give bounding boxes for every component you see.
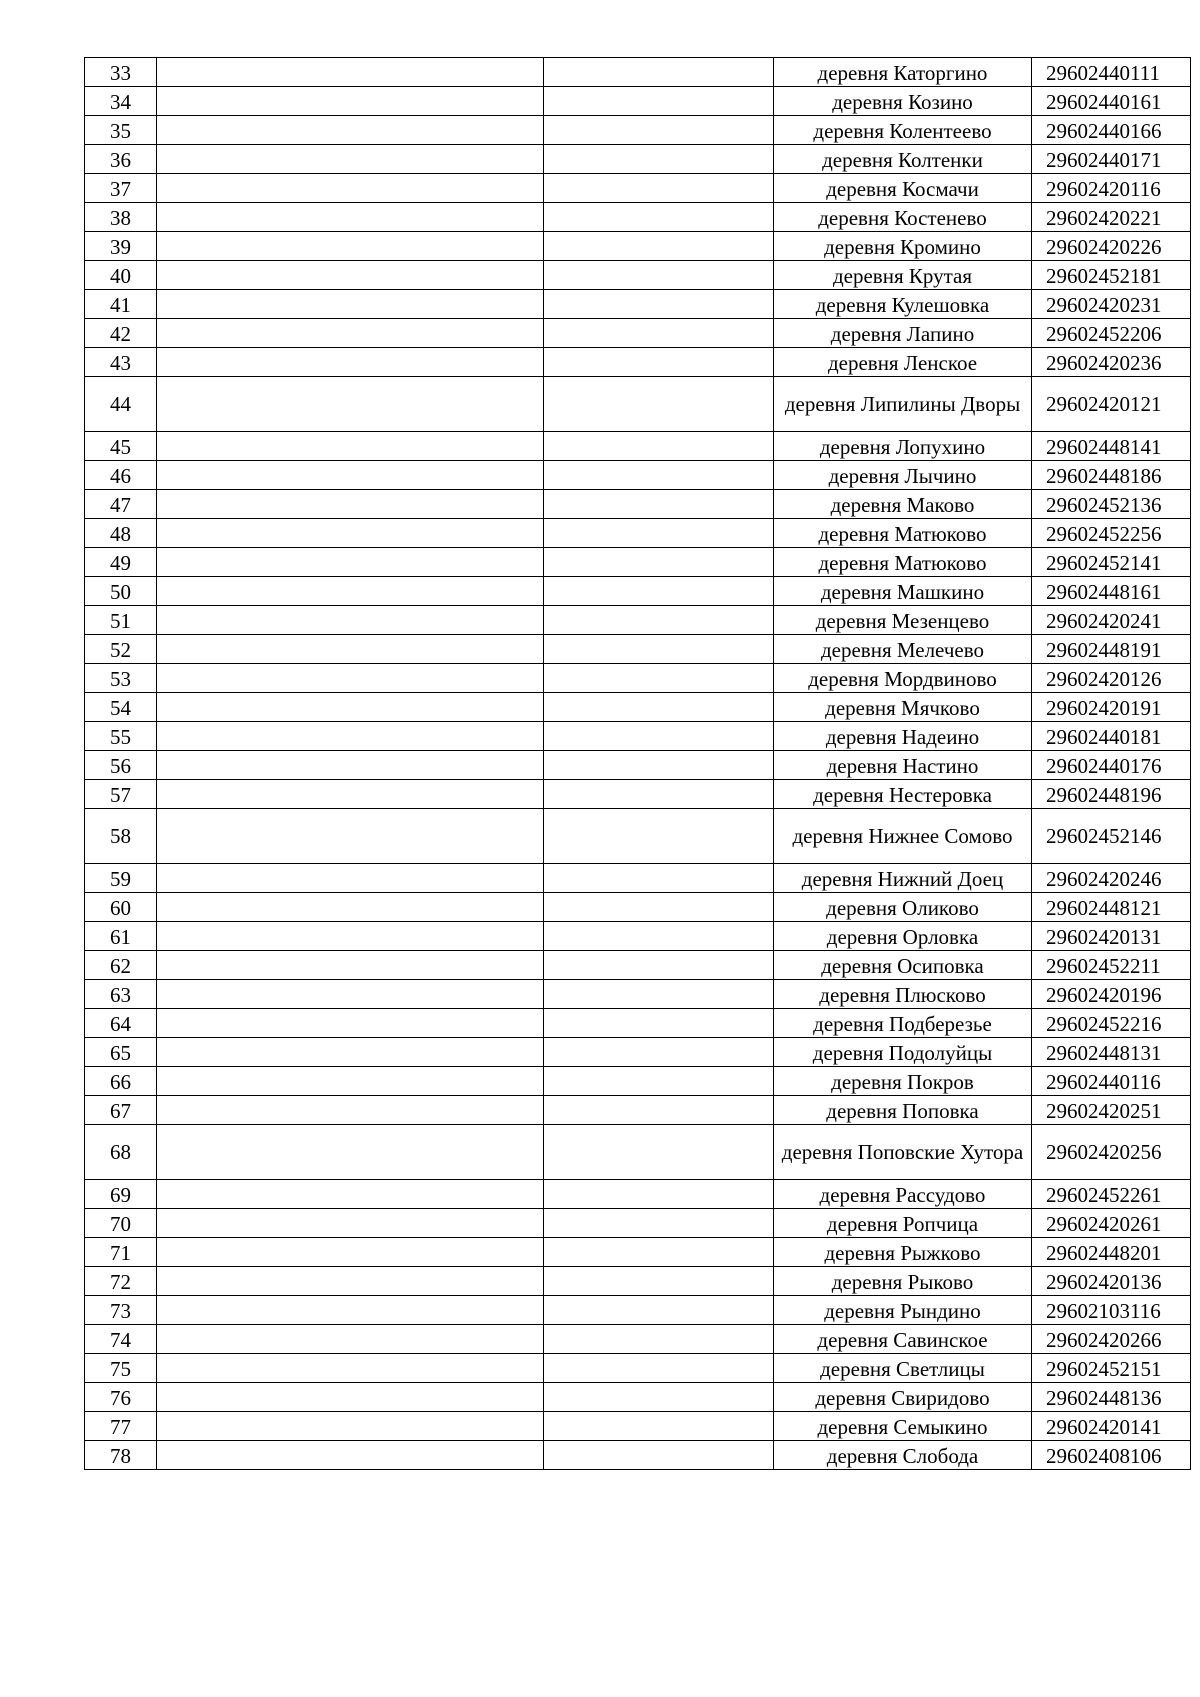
- row-number-cell: 64: [85, 1009, 157, 1038]
- row-number-cell: 33: [85, 58, 157, 87]
- empty-municipality-cell: [157, 1125, 544, 1180]
- table-row: [85, 606, 1191, 635]
- locality-name-cell: деревня Лопухино: [774, 432, 1032, 461]
- table-row: [85, 87, 1191, 116]
- empty-settlement-cell: [544, 1325, 774, 1354]
- table-row: [85, 203, 1191, 232]
- empty-settlement-cell: [544, 1441, 774, 1470]
- oktmo-code-cell: 29602452146: [1032, 809, 1191, 864]
- oktmo-code-cell: 29602452136: [1032, 490, 1191, 519]
- oktmo-code-cell: 29602448131: [1032, 1038, 1191, 1067]
- table-row: [85, 548, 1191, 577]
- empty-municipality-cell: [157, 1038, 544, 1067]
- locality-name-cell: деревня Плюсково: [774, 980, 1032, 1009]
- empty-settlement-cell: [544, 377, 774, 432]
- locality-name-cell: деревня Липилины Дворы: [774, 377, 1032, 432]
- oktmo-code-cell: 29602448201: [1032, 1238, 1191, 1267]
- locality-name-cell: деревня Ропчица: [774, 1209, 1032, 1238]
- empty-settlement-cell: [544, 319, 774, 348]
- oktmo-code-cell: 29602420251: [1032, 1096, 1191, 1125]
- oktmo-code-cell: 29602440166: [1032, 116, 1191, 145]
- empty-settlement-cell: [544, 1038, 774, 1067]
- row-number-cell: 39: [85, 232, 157, 261]
- empty-settlement-cell: [544, 809, 774, 864]
- empty-municipality-cell: [157, 1325, 544, 1354]
- locality-name-cell: деревня Слобода: [774, 1441, 1032, 1470]
- empty-municipality-cell: [157, 490, 544, 519]
- row-number-cell: 70: [85, 1209, 157, 1238]
- oktmo-code-cell: 29602420226: [1032, 232, 1191, 261]
- oktmo-code-cell: 29602420116: [1032, 174, 1191, 203]
- empty-settlement-cell: [544, 635, 774, 664]
- empty-municipality-cell: [157, 548, 544, 577]
- row-number-cell: 62: [85, 951, 157, 980]
- empty-settlement-cell: [544, 951, 774, 980]
- empty-municipality-cell: [157, 951, 544, 980]
- oktmo-code-cell: 29602420261: [1032, 1209, 1191, 1238]
- oktmo-code-cell: 29602420246: [1032, 864, 1191, 893]
- table-row: [85, 519, 1191, 548]
- empty-municipality-cell: [157, 1238, 544, 1267]
- table-row: [85, 1238, 1191, 1267]
- oktmo-code-cell: 29602420136: [1032, 1267, 1191, 1296]
- empty-settlement-cell: [544, 980, 774, 1009]
- row-number-cell: 49: [85, 548, 157, 577]
- empty-municipality-cell: [157, 432, 544, 461]
- locality-name-cell: деревня Семыкино: [774, 1412, 1032, 1441]
- locality-name-cell: деревня Надеино: [774, 722, 1032, 751]
- locality-name-cell: деревня Подберезье: [774, 1009, 1032, 1038]
- table-row: [85, 1038, 1191, 1067]
- locality-name-cell: деревня Кромино: [774, 232, 1032, 261]
- empty-municipality-cell: [157, 145, 544, 174]
- table-row: [85, 1296, 1191, 1325]
- row-number-cell: 47: [85, 490, 157, 519]
- empty-municipality-cell: [157, 261, 544, 290]
- table-row: [85, 780, 1191, 809]
- empty-settlement-cell: [544, 751, 774, 780]
- table-body: [85, 58, 1191, 1470]
- empty-municipality-cell: [157, 635, 544, 664]
- locality-name-cell: деревня Рындино: [774, 1296, 1032, 1325]
- oktmo-code-cell: 29602452206: [1032, 319, 1191, 348]
- locality-name-cell: деревня Поповка: [774, 1096, 1032, 1125]
- table-row: [85, 432, 1191, 461]
- empty-municipality-cell: [157, 232, 544, 261]
- table-row: [85, 577, 1191, 606]
- table-row: [85, 232, 1191, 261]
- oktmo-code-cell: 29602452261: [1032, 1180, 1191, 1209]
- locality-name-cell: деревня Нижнее Сомово: [774, 809, 1032, 864]
- row-number-cell: 50: [85, 577, 157, 606]
- oktmo-code-cell: 29602420221: [1032, 203, 1191, 232]
- table-row: [85, 1180, 1191, 1209]
- empty-municipality-cell: [157, 577, 544, 606]
- oktmo-code-cell: 29602452141: [1032, 548, 1191, 577]
- oktmo-code-cell: 29602440111: [1032, 58, 1191, 87]
- empty-municipality-cell: [157, 377, 544, 432]
- table-row: [85, 174, 1191, 203]
- empty-municipality-cell: [157, 693, 544, 722]
- table-row: [85, 1067, 1191, 1096]
- empty-municipality-cell: [157, 1009, 544, 1038]
- row-number-cell: 53: [85, 664, 157, 693]
- table-row: [85, 58, 1191, 87]
- empty-settlement-cell: [544, 922, 774, 951]
- empty-settlement-cell: [544, 1238, 774, 1267]
- row-number-cell: 78: [85, 1441, 157, 1470]
- empty-municipality-cell: [157, 87, 544, 116]
- empty-municipality-cell: [157, 58, 544, 87]
- row-number-cell: 63: [85, 980, 157, 1009]
- locality-name-cell: деревня Крутая: [774, 261, 1032, 290]
- oktmo-code-cell: 29602420231: [1032, 290, 1191, 319]
- row-number-cell: 57: [85, 780, 157, 809]
- oktmo-code-cell: 29602452256: [1032, 519, 1191, 548]
- empty-settlement-cell: [544, 548, 774, 577]
- empty-settlement-cell: [544, 348, 774, 377]
- empty-municipality-cell: [157, 519, 544, 548]
- table-row: [85, 1441, 1191, 1470]
- table-row: [85, 490, 1191, 519]
- row-number-cell: 61: [85, 922, 157, 951]
- locality-name-cell: деревня Мезенцево: [774, 606, 1032, 635]
- row-number-cell: 40: [85, 261, 157, 290]
- empty-municipality-cell: [157, 290, 544, 319]
- empty-settlement-cell: [544, 693, 774, 722]
- empty-settlement-cell: [544, 116, 774, 145]
- table-row: [85, 1383, 1191, 1412]
- empty-settlement-cell: [544, 519, 774, 548]
- row-number-cell: 52: [85, 635, 157, 664]
- empty-settlement-cell: [544, 174, 774, 203]
- empty-municipality-cell: [157, 893, 544, 922]
- locality-name-cell: деревня Машкино: [774, 577, 1032, 606]
- row-number-cell: 67: [85, 1096, 157, 1125]
- oktmo-code-cell: 29602440171: [1032, 145, 1191, 174]
- table-row: [85, 1354, 1191, 1383]
- empty-municipality-cell: [157, 1383, 544, 1412]
- empty-municipality-cell: [157, 722, 544, 751]
- oktmo-code-cell: 29602440161: [1032, 87, 1191, 116]
- oktmo-code-cell: 29602448121: [1032, 893, 1191, 922]
- table-row: [85, 461, 1191, 490]
- locality-name-cell: деревня Настино: [774, 751, 1032, 780]
- locality-name-cell: деревня Лычино: [774, 461, 1032, 490]
- locality-name-cell: деревня Маково: [774, 490, 1032, 519]
- table-row: [85, 1125, 1191, 1180]
- locality-name-cell: деревня Оликово: [774, 893, 1032, 922]
- table-row: [85, 1096, 1191, 1125]
- empty-settlement-cell: [544, 1209, 774, 1238]
- empty-settlement-cell: [544, 577, 774, 606]
- oktmo-code-cell: 29602452216: [1032, 1009, 1191, 1038]
- oktmo-code-cell: 29602420236: [1032, 348, 1191, 377]
- row-number-cell: 36: [85, 145, 157, 174]
- locality-name-cell: деревня Каторгино: [774, 58, 1032, 87]
- empty-settlement-cell: [544, 1096, 774, 1125]
- locality-name-cell: деревня Мячково: [774, 693, 1032, 722]
- table-row: [85, 116, 1191, 145]
- oktmo-code-cell: 29602448196: [1032, 780, 1191, 809]
- locality-name-cell: деревня Свиридово: [774, 1383, 1032, 1412]
- locality-name-cell: деревня Лапино: [774, 319, 1032, 348]
- locality-name-cell: деревня Ленское: [774, 348, 1032, 377]
- empty-municipality-cell: [157, 1441, 544, 1470]
- row-number-cell: 43: [85, 348, 157, 377]
- row-number-cell: 58: [85, 809, 157, 864]
- row-number-cell: 73: [85, 1296, 157, 1325]
- table-row: [85, 1325, 1191, 1354]
- empty-municipality-cell: [157, 1180, 544, 1209]
- empty-settlement-cell: [544, 1296, 774, 1325]
- row-number-cell: 41: [85, 290, 157, 319]
- empty-municipality-cell: [157, 461, 544, 490]
- table-row: [85, 809, 1191, 864]
- row-number-cell: 34: [85, 87, 157, 116]
- empty-settlement-cell: [544, 1009, 774, 1038]
- empty-settlement-cell: [544, 606, 774, 635]
- row-number-cell: 72: [85, 1267, 157, 1296]
- table-row: [85, 864, 1191, 893]
- table-row: [85, 1412, 1191, 1441]
- row-number-cell: 71: [85, 1238, 157, 1267]
- oktmo-code-cell: 29602420256: [1032, 1125, 1191, 1180]
- row-number-cell: 74: [85, 1325, 157, 1354]
- locality-name-cell: деревня Покров: [774, 1067, 1032, 1096]
- table-row: [85, 693, 1191, 722]
- row-number-cell: 65: [85, 1038, 157, 1067]
- empty-settlement-cell: [544, 145, 774, 174]
- row-number-cell: 37: [85, 174, 157, 203]
- empty-municipality-cell: [157, 203, 544, 232]
- locality-name-cell: деревня Космачи: [774, 174, 1032, 203]
- empty-settlement-cell: [544, 1383, 774, 1412]
- row-number-cell: 46: [85, 461, 157, 490]
- locality-name-cell: деревня Колентеево: [774, 116, 1032, 145]
- locality-name-cell: деревня Костенево: [774, 203, 1032, 232]
- locality-name-cell: деревня Кулешовка: [774, 290, 1032, 319]
- settlements-table: [84, 57, 1191, 1470]
- table-row: [85, 348, 1191, 377]
- oktmo-code-cell: 29602420141: [1032, 1412, 1191, 1441]
- oktmo-code-cell: 29602448161: [1032, 577, 1191, 606]
- table-row: [85, 377, 1191, 432]
- row-number-cell: 54: [85, 693, 157, 722]
- empty-municipality-cell: [157, 319, 544, 348]
- row-number-cell: 44: [85, 377, 157, 432]
- empty-settlement-cell: [544, 1412, 774, 1441]
- row-number-cell: 68: [85, 1125, 157, 1180]
- oktmo-code-cell: 29602420126: [1032, 664, 1191, 693]
- oktmo-code-cell: 29602420241: [1032, 606, 1191, 635]
- locality-name-cell: деревня Козино: [774, 87, 1032, 116]
- oktmo-code-cell: 29602448136: [1032, 1383, 1191, 1412]
- empty-settlement-cell: [544, 87, 774, 116]
- table-row: [85, 664, 1191, 693]
- row-number-cell: 75: [85, 1354, 157, 1383]
- locality-name-cell: деревня Нестеровка: [774, 780, 1032, 809]
- row-number-cell: 77: [85, 1412, 157, 1441]
- empty-municipality-cell: [157, 780, 544, 809]
- empty-municipality-cell: [157, 864, 544, 893]
- locality-name-cell: деревня Рыжково: [774, 1238, 1032, 1267]
- empty-settlement-cell: [544, 1067, 774, 1096]
- locality-name-cell: деревня Осиповка: [774, 951, 1032, 980]
- empty-municipality-cell: [157, 606, 544, 635]
- oktmo-code-cell: 29602420131: [1032, 922, 1191, 951]
- oktmo-code-cell: 29602420196: [1032, 980, 1191, 1009]
- empty-settlement-cell: [544, 780, 774, 809]
- empty-municipality-cell: [157, 1096, 544, 1125]
- table-row: [85, 951, 1191, 980]
- oktmo-code-cell: 29602452211: [1032, 951, 1191, 980]
- empty-settlement-cell: [544, 1180, 774, 1209]
- oktmo-code-cell: 29602103116: [1032, 1296, 1191, 1325]
- oktmo-code-cell: 29602420121: [1032, 377, 1191, 432]
- row-number-cell: 59: [85, 864, 157, 893]
- row-number-cell: 38: [85, 203, 157, 232]
- empty-settlement-cell: [544, 1354, 774, 1383]
- oktmo-code-cell: 29602452151: [1032, 1354, 1191, 1383]
- empty-settlement-cell: [544, 722, 774, 751]
- empty-municipality-cell: [157, 1354, 544, 1383]
- table-row: [85, 290, 1191, 319]
- oktmo-code-cell: 29602448191: [1032, 635, 1191, 664]
- table-row: [85, 1009, 1191, 1038]
- table-row: [85, 145, 1191, 174]
- empty-municipality-cell: [157, 664, 544, 693]
- locality-name-cell: деревня Подолуйцы: [774, 1038, 1032, 1067]
- table-row: [85, 1209, 1191, 1238]
- empty-municipality-cell: [157, 809, 544, 864]
- empty-settlement-cell: [544, 58, 774, 87]
- locality-name-cell: деревня Мелечево: [774, 635, 1032, 664]
- empty-settlement-cell: [544, 290, 774, 319]
- locality-name-cell: деревня Матюково: [774, 519, 1032, 548]
- locality-name-cell: деревня Рыково: [774, 1267, 1032, 1296]
- table-row: [85, 751, 1191, 780]
- row-number-cell: 51: [85, 606, 157, 635]
- oktmo-code-cell: 29602448141: [1032, 432, 1191, 461]
- empty-settlement-cell: [544, 490, 774, 519]
- locality-name-cell: деревня Рассудово: [774, 1180, 1032, 1209]
- row-number-cell: 69: [85, 1180, 157, 1209]
- table-row: [85, 980, 1191, 1009]
- empty-municipality-cell: [157, 1412, 544, 1441]
- row-number-cell: 42: [85, 319, 157, 348]
- table-row: [85, 722, 1191, 751]
- table-row: [85, 1267, 1191, 1296]
- empty-settlement-cell: [544, 261, 774, 290]
- table-row: [85, 635, 1191, 664]
- locality-name-cell: деревня Колтенки: [774, 145, 1032, 174]
- row-number-cell: 48: [85, 519, 157, 548]
- oktmo-code-cell: 29602420266: [1032, 1325, 1191, 1354]
- locality-name-cell: деревня Поповские Хутора: [774, 1125, 1032, 1180]
- row-number-cell: 60: [85, 893, 157, 922]
- locality-name-cell: деревня Савинское: [774, 1325, 1032, 1354]
- row-number-cell: 45: [85, 432, 157, 461]
- oktmo-code-cell: 29602452181: [1032, 261, 1191, 290]
- oktmo-code-cell: 29602440181: [1032, 722, 1191, 751]
- empty-municipality-cell: [157, 348, 544, 377]
- table-row: [85, 893, 1191, 922]
- table-row: [85, 922, 1191, 951]
- locality-name-cell: деревня Орловка: [774, 922, 1032, 951]
- empty-municipality-cell: [157, 1267, 544, 1296]
- empty-municipality-cell: [157, 980, 544, 1009]
- table-row: [85, 319, 1191, 348]
- empty-municipality-cell: [157, 1067, 544, 1096]
- row-number-cell: 55: [85, 722, 157, 751]
- row-number-cell: 76: [85, 1383, 157, 1412]
- empty-municipality-cell: [157, 116, 544, 145]
- locality-name-cell: деревня Мордвиново: [774, 664, 1032, 693]
- empty-municipality-cell: [157, 751, 544, 780]
- empty-settlement-cell: [544, 893, 774, 922]
- empty-municipality-cell: [157, 174, 544, 203]
- oktmo-code-cell: 29602440176: [1032, 751, 1191, 780]
- empty-settlement-cell: [544, 1267, 774, 1296]
- row-number-cell: 35: [85, 116, 157, 145]
- oktmo-code-cell: 29602420191: [1032, 693, 1191, 722]
- empty-settlement-cell: [544, 1125, 774, 1180]
- oktmo-code-cell: 29602408106: [1032, 1441, 1191, 1470]
- empty-municipality-cell: [157, 1296, 544, 1325]
- empty-settlement-cell: [544, 864, 774, 893]
- empty-settlement-cell: [544, 432, 774, 461]
- row-number-cell: 56: [85, 751, 157, 780]
- locality-name-cell: деревня Матюково: [774, 548, 1032, 577]
- locality-name-cell: деревня Светлицы: [774, 1354, 1032, 1383]
- row-number-cell: 66: [85, 1067, 157, 1096]
- empty-municipality-cell: [157, 1209, 544, 1238]
- oktmo-code-cell: 29602440116: [1032, 1067, 1191, 1096]
- empty-settlement-cell: [544, 203, 774, 232]
- locality-name-cell: деревня Нижний Доец: [774, 864, 1032, 893]
- empty-settlement-cell: [544, 461, 774, 490]
- oktmo-code-cell: 29602448186: [1032, 461, 1191, 490]
- table-row: [85, 261, 1191, 290]
- empty-settlement-cell: [544, 664, 774, 693]
- empty-settlement-cell: [544, 232, 774, 261]
- empty-municipality-cell: [157, 922, 544, 951]
